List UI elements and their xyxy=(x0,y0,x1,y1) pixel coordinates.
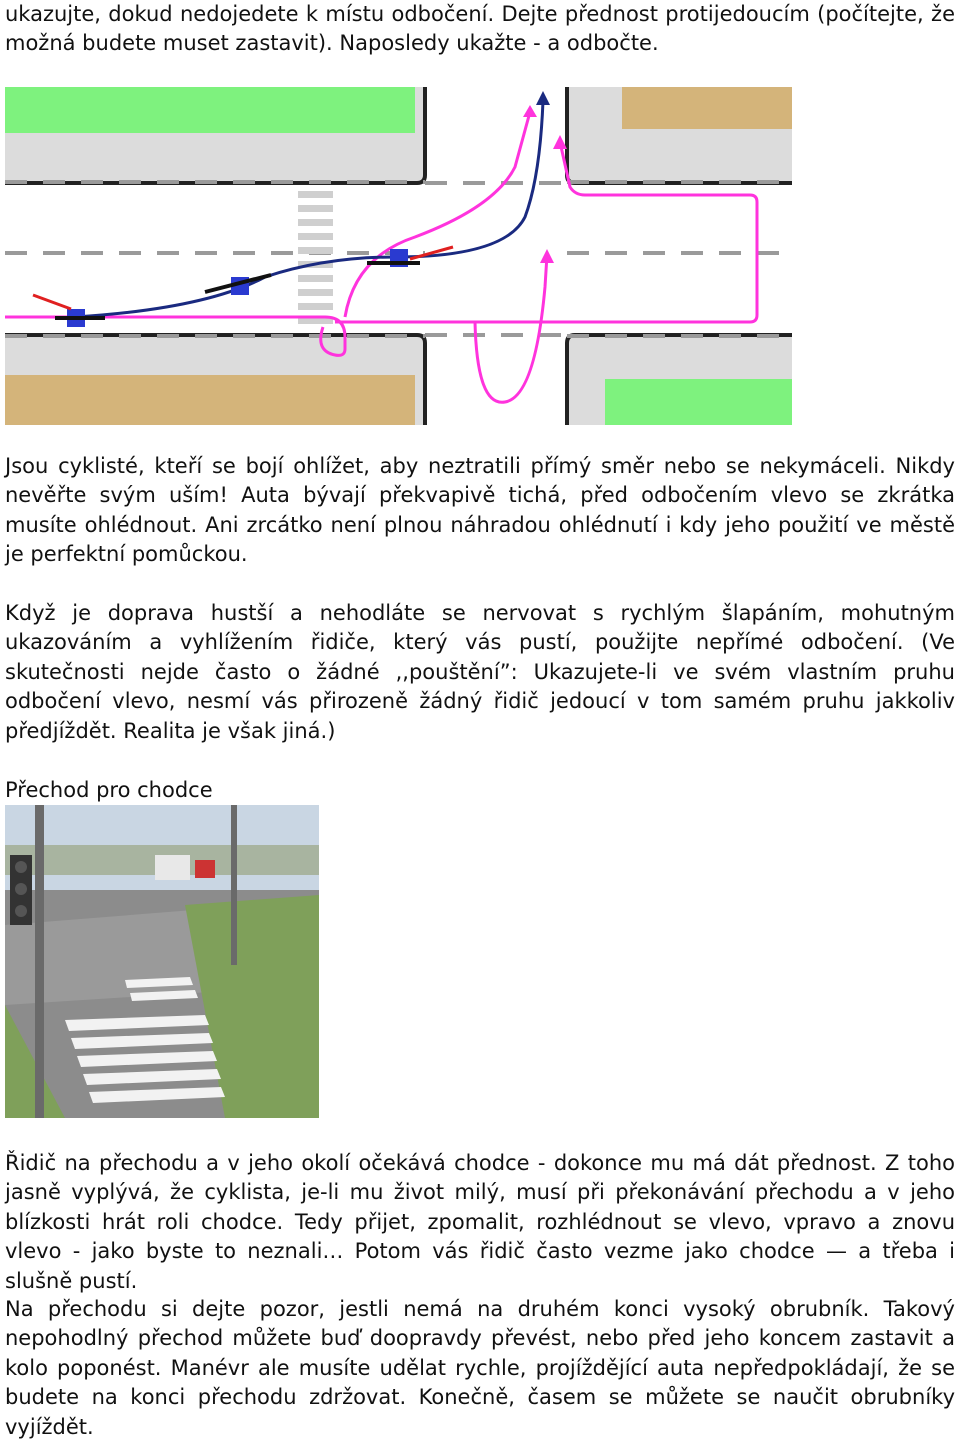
crosswalk-photo xyxy=(5,805,319,1118)
section-heading: Přechod pro chodce xyxy=(5,778,213,802)
cyclists-paragraph: Jsou cyklisté, kteří se bojí ohlížet, aby neztratili přímý směr nebo se nekymáceli. Nikdy nevěřte svým uším! Auta bývají překvapivě tichá, před odbočením vlevo se zkrátka musíte ohlédnout. Ani zrcátko není plnou náhradou ohlédnutí i kdy jeho použití ve městě je perfektní pomůckou. xyxy=(5,454,955,567)
traffic-paragraph: Když je doprava hustší a nehodláte se nervovat s rychlým šlapáním, mohutným ukazováním a vyhlížením řidiče, který vás pustí, použijte nepřímé odbočení. (Ve skutečnosti nejde často o žádné ,,pouštění”: Ukazujete-li ve svém vlastním pruhu odbočení vlevo, nesmí vás přirozeně žádný řidič jedoucí v tom samém pruhu jakkoliv předjíždět. Realita je však jiná.) xyxy=(5,601,955,743)
intro-paragraph: ukazujte, dokud nedojedete k místu odbočení. Dejte přednost protijedoucím (počítejte, že možná budete muset zastavit). Naposledy ukažte - a odbočte. xyxy=(5,2,955,56)
left-turn-diagram xyxy=(5,87,792,425)
driver-paragraph: Řidič na přechodu a v jeho okolí očekává chodce - dokonce mu má dát přednost. Z toho jasně vyplývá, že cyklista, je-li mu život milý, musí při překonávání přechodu a v jeho blízkosti hrát roli chodce. Tedy přijet, zpomalit, rozhlédnout se vlevo, vpravo a znovu vlevo - jako byste to neznali… Potom vás řidič často vezme jako chodce — a třeba i slušně pustí. xyxy=(5,1151,955,1293)
curb-paragraph: Na přechodu si dejte pozor, jestli nemá na druhém konci vysoký obrubník. Takový nepohodlný přechod můžete buď doopravdy převést, nebo před jeho koncem zastavit a kolo poponést. Manévr ale musíte udělat rychle, projíždějící auta nepředpokládají, že se budete na konci přechodu zdržovat. Konečně, časem se můžete se naučit obrubníky vyjíždět. xyxy=(5,1297,955,1439)
